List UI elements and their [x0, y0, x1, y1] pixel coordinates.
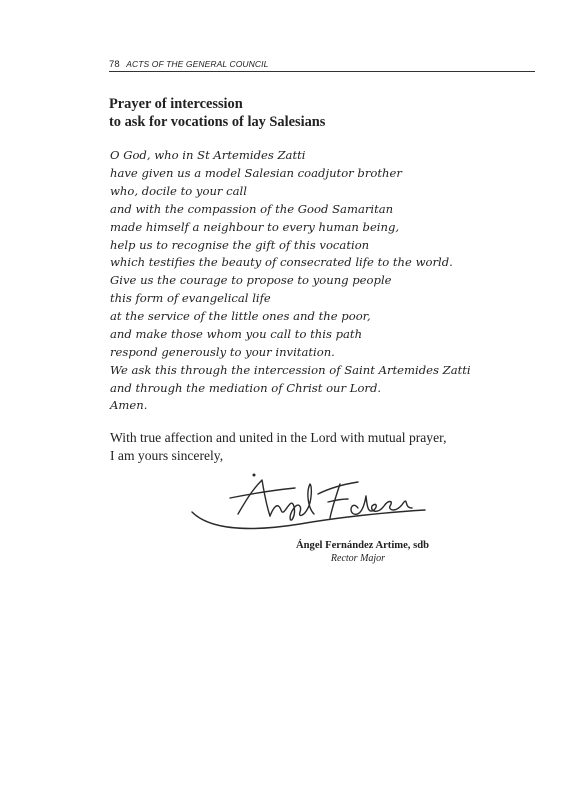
signatory-name: Ángel Fernández Artime, sdb — [296, 540, 430, 551]
prayer-text — [110, 147, 471, 398]
prayer-line: O God, who in St Artemides Zatti — [110, 148, 306, 162]
prayer-line: this form of evangelical life — [110, 291, 271, 306]
prayer-title-line: to ask for vocations of lay Salesians — [109, 114, 326, 130]
running-title: ACTS OF THE GENERAL COUNCIL — [126, 59, 269, 69]
prayer-title-line: Prayer of intercession — [109, 96, 243, 112]
closing-line: I am yours sincerely, — [110, 447, 224, 463]
prayer-line: at the service of the little ones and the poor, — [110, 309, 371, 324]
prayer-line: who, docile to your call — [110, 183, 247, 198]
prayer-line: have given us a model Salesian coadjutor brother — [110, 165, 402, 180]
closing-line: With true affection and united in the Lord with mutual prayer, — [110, 430, 447, 445]
prayer-line: and make those whom you call to this path — [110, 327, 363, 342]
page-number: 78 — [109, 59, 120, 70]
prayer-line: We ask this through the intercession of Saint Artemides Zatti — [110, 362, 471, 377]
prayer-line: respond generously to your invitation. — [110, 344, 335, 359]
prayer-line: help us to recognise the gift of this vocation — [110, 237, 370, 252]
prayer-line: and through the mediation of Christ our Lord. — [110, 380, 382, 395]
prayer-line: which testifies the beauty of consecrated life to the world. — [110, 255, 453, 270]
closing-text — [110, 429, 447, 464]
prayer-amen: Amen. — [110, 398, 148, 412]
prayer-line: and with the compassion of the Good Samaritan — [110, 201, 394, 216]
prayer-line: Give us the courage to propose to young people — [110, 273, 392, 288]
handwritten-signature — [190, 472, 440, 534]
signatory-role: Rector Major — [330, 553, 386, 564]
prayer-line: made himself a neighbour to every human being, — [110, 219, 400, 234]
prayer-title — [109, 95, 325, 131]
running-header — [109, 57, 535, 72]
